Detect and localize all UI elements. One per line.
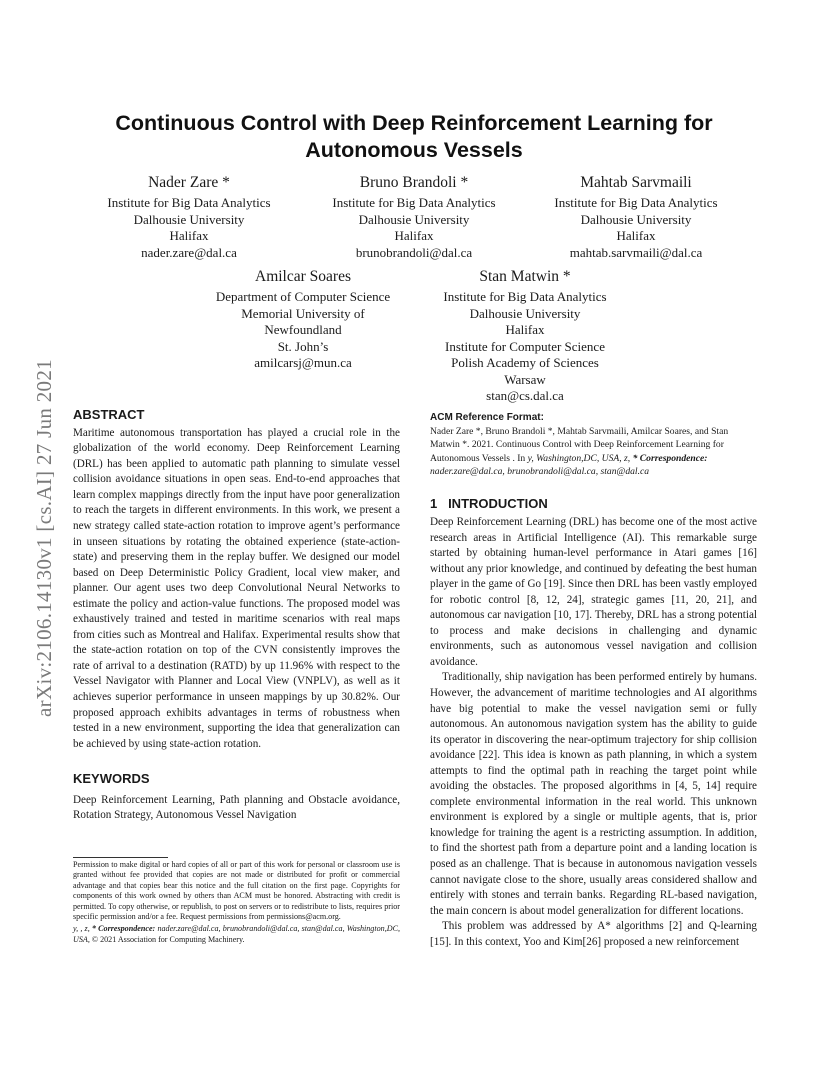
author-block bbox=[540, 173, 732, 261]
author-name: Mahtab Sarvmaili bbox=[580, 174, 692, 191]
acm-reference-venue: y, Washington,DC, USA, z, bbox=[527, 452, 631, 464]
author-affiliation: Halifax bbox=[169, 228, 209, 243]
author-affiliation: Department of Computer Science bbox=[215, 289, 391, 304]
author-name: Amilcar Soares bbox=[255, 268, 351, 285]
intro-paragraph-3: This problem was addressed by A* algorithms [2] and Q-learning [15]. In this context, Yoo and Kim[26] proposed a new reinforcement bbox=[430, 920, 757, 948]
author-affiliation: Memorial University of bbox=[241, 305, 365, 321]
paper-title bbox=[73, 110, 755, 164]
keywords-text: Deep Reinforcement Learning, Path planning and Obstacle avoidance, Rotation Strategy, Autonomous Vessel Navigation bbox=[73, 793, 400, 822]
author-affiliation: Institute for Big Data Analytics bbox=[554, 195, 718, 210]
acm-reference-text: Nader Zare *, Bruno Brandoli *, Mahtab Sarvmaili, Amilcar Soares, and Stan Matwin *. 2021. Continuous Control with Deep Reinforcement Learning for Autonomous Vessels . In bbox=[430, 425, 729, 464]
author-affiliation: Institute for Computer Science bbox=[445, 338, 605, 354]
acm-reference-format bbox=[430, 411, 757, 479]
author-block bbox=[429, 267, 621, 405]
venue-prefix: y, , z, bbox=[73, 924, 90, 934]
author-block bbox=[207, 267, 399, 372]
intro-paragraph-1: Deep Reinforcement Learning (DRL) has become one of the most active research areas in Artificial Intelligence (AI). This remarkable surge started by obtaining human-level performance in Atari games [16] without any prior knowledge, and continued by defeating the best human player in the game of Go [19]. Since then DRL has been vastly employed for robotic control [8, 12, 24], strategic games [11, 20, 21], and autonomous car navigation [10, 17]. Thereby, DRL has a strong potential to process and make decisions in challenging and dynamic environments, such as autonomous vessel navigation and collision avoidance. bbox=[430, 516, 757, 668]
author-affiliation: Warsaw bbox=[504, 371, 546, 387]
footnote-rule bbox=[73, 857, 168, 858]
author-affiliation: Institute for Big Data Analytics bbox=[107, 195, 271, 210]
permission-text: Permission to make digital or hard copies of all or part of this work for personal or classroom use is granted without fee provided that copies are not made or distributed for profit or commercial advantage and that copies bear this notice and the full citation on the first page. Copyrights for components of this work owned by others than ACM must be honored. Abstracting with credit is permitted. To copy otherwise, or republish, to post on servers or to redistribute to lists, requires prior specific permission and/or a fee. Request permissions from permissions@acm.org. bbox=[73, 860, 400, 922]
arxiv-stamp: arXiv:2106.14130v1 [cs.AI] 27 Jun 2021 bbox=[32, 359, 56, 717]
author-affiliation: Dalhousie University bbox=[358, 211, 470, 227]
acm-reference-heading: ACM Reference Format: bbox=[430, 412, 544, 423]
acm-correspondence-emails: nader.zare@dal.ca, brunobrandoli@dal.ca, stan@dal.ca bbox=[430, 466, 650, 478]
author-email[interactable]: amilcarsj@mun.ca bbox=[254, 355, 352, 370]
author-affiliation: Halifax bbox=[616, 228, 656, 243]
author-block bbox=[318, 173, 510, 261]
author-email[interactable]: mahtab.sarvmaili@dal.ca bbox=[569, 244, 703, 260]
author-email[interactable]: nader.zare@dal.ca bbox=[141, 244, 237, 260]
introduction-body bbox=[430, 515, 757, 950]
abstract-heading: ABSTRACT bbox=[73, 407, 145, 422]
author-affiliation: St. John’s bbox=[277, 338, 329, 354]
abstract-section bbox=[73, 407, 400, 752]
acm-correspondence-label: * Correspondence: bbox=[632, 452, 708, 464]
correspondence-label: * Correspondence: bbox=[91, 924, 156, 934]
author-email[interactable]: brunobrandoli@dal.ca bbox=[355, 244, 473, 260]
author-email[interactable]: stan@cs.dal.ca bbox=[486, 388, 564, 403]
title-line-1: Continuous Control with Deep Reinforcement Learning for bbox=[115, 111, 713, 135]
copyright-text: © 2021 Association for Computing Machinery. bbox=[91, 934, 245, 944]
author-block bbox=[93, 173, 285, 261]
author-affiliation: Polish Academy of Sciences bbox=[451, 355, 599, 370]
venue-rest: nader.zare@dal.ca, brunobrandoli@dal.ca, stan@dal.ca, Washington,DC, USA, bbox=[73, 924, 400, 944]
permission-footnote bbox=[73, 860, 400, 945]
title-line-2: Autonomous Vessels bbox=[305, 138, 523, 162]
introduction-heading: 1 INTRODUCTION bbox=[430, 496, 548, 511]
author-affiliation: Dalhousie University bbox=[133, 211, 245, 227]
keywords-heading: KEYWORDS bbox=[73, 771, 150, 786]
abstract-text: Maritime autonomous transportation has played a crucial role in the globalization of the world economy. Deep Reinforcement Learning (DRL) has been applied to automatic path planning to simulate vessel collision avoidance situations in open seas. End-to-end approaches that learn complex mappings directly from the input have poor generalization to reach the targets in different environments. In this work, we present a new strategy called state-action rotation to improve agent’s performance in unseen situations by rotating the obtained experience (state-action-state) and preserving them in the replay buffer. We designed our model based on Deep Deterministic Policy Gradient, local view maker, and planner. Our agent uses two deep Convolutional Neural Networks to estimate the policy and action-value functions. The proposed model was exhaustively trained and tested in maritime scenarios with real maps from cities such as Montreal and Halifax. Experimental results show that the state-action rotation on top of the CVN consistently improves the rate of arrival to a destination (RATD) by up 11.96% with respect to the Vessel Navigator with Planner and Local View (VNPLV), as well as it achieves superior performance in unseen mappings by up 30.82%. Our proposed approach exhibits advantages in terms of robustness when tested in a new environment, supporting the idea that generalization can be achieved by using state-action rotation. bbox=[73, 426, 400, 750]
author-affiliation: Institute for Big Data Analytics bbox=[443, 289, 607, 304]
author-name: Nader Zare * bbox=[148, 174, 230, 191]
author-affiliation: Halifax bbox=[394, 228, 434, 243]
venue-note bbox=[73, 924, 400, 945]
intro-paragraph-2: Traditionally, ship navigation has been performed entirely by humans. However, the advancement of maritime technologies and AI algorithms have big potential to make the vessel navigation semi or fully autonomous. An autonomous navigation system has the ability to guide its operator in discovering the near-optimum trajectory for ship collision avoidance [22]. This idea is known as path planning, in which a system attempts to find the optimal path in reaching the target point while avoiding the obstacles. The proposed algorithms in [4, 5, 14] require complete environmental information in the real world. This unknown environment is explored by a single or multiple agents, that is, prior knowledge for training the agent is a restricting assumption. In addition, to find the shortest path from a departure point and a landing location is posed as an challenge. That is because in autonomous navigation vessels cannot navigate close to the shore, usually areas considered shallow and entirely with stones and terrain banks. Regarding RL-based navigation, the main concern is about model generalization for different locations. bbox=[430, 671, 757, 917]
author-affiliation: Newfoundland bbox=[264, 322, 342, 337]
author-affiliation: Dalhousie University bbox=[469, 305, 581, 321]
author-affiliation: Institute for Big Data Analytics bbox=[332, 195, 496, 210]
author-affiliation: Halifax bbox=[505, 322, 545, 337]
author-name: Stan Matwin * bbox=[479, 268, 571, 285]
keywords-section bbox=[73, 771, 400, 824]
author-affiliation: Dalhousie University bbox=[580, 211, 692, 227]
author-name: Bruno Brandoli * bbox=[359, 174, 469, 191]
